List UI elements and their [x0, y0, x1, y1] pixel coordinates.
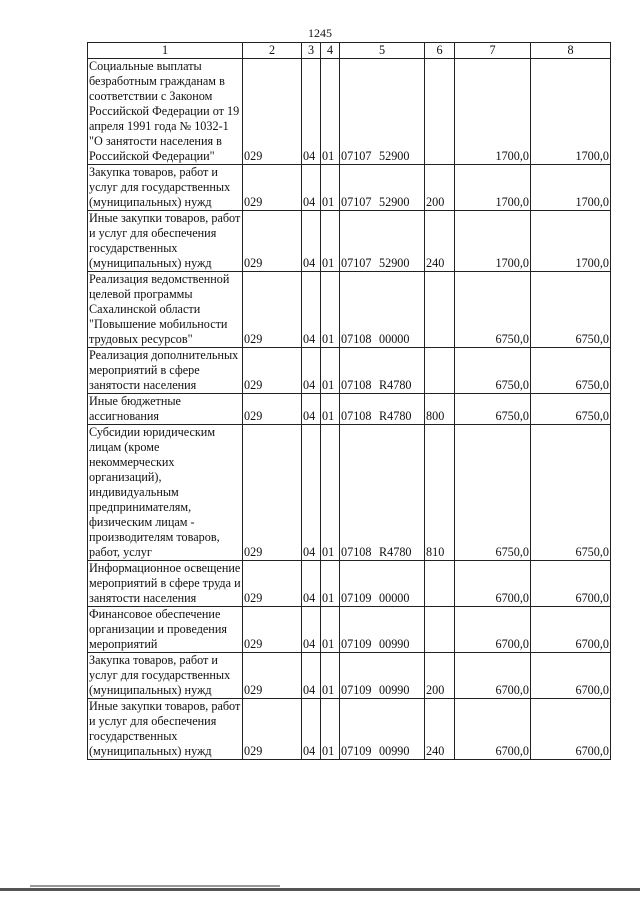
subsection-code: 01 — [321, 607, 340, 653]
target-article-part: R4780 — [379, 378, 412, 392]
page-number: 1245 — [308, 26, 332, 40]
ministry-code: 029 — [243, 699, 302, 760]
header-cell: 1 — [88, 43, 243, 59]
section-code: 04 — [302, 272, 321, 348]
expense-type-code — [425, 272, 455, 348]
ministry-code: 029 — [243, 165, 302, 211]
target-article-code — [340, 699, 425, 760]
ministry-code: 029 — [243, 653, 302, 699]
header-cell: 4 — [321, 43, 340, 59]
amount: 6750,0 — [531, 348, 611, 394]
section-code: 04 — [302, 607, 321, 653]
target-article-part: 00990 — [379, 683, 410, 697]
target-article-part: 52900 — [379, 256, 410, 270]
expense-type-code — [425, 348, 455, 394]
row-name: Закупка товаров, работ и услуг для государственных (муниципальных) нужд — [88, 165, 243, 211]
target-article-code — [340, 165, 425, 211]
ministry-code: 029 — [243, 59, 302, 165]
target-article-code — [340, 272, 425, 348]
section-code: 04 — [302, 561, 321, 607]
expense-type-code: 200 — [425, 165, 455, 211]
header-cell: 8 — [531, 43, 611, 59]
amount: 1700,0 — [455, 165, 531, 211]
target-article-part: 07109 — [341, 591, 372, 605]
ministry-code: 029 — [243, 211, 302, 272]
section-code: 04 — [302, 394, 321, 425]
target-article-code — [340, 653, 425, 699]
amount: 6750,0 — [455, 348, 531, 394]
ministry-code: 029 — [243, 425, 302, 561]
table-row — [88, 425, 611, 561]
row-name: Иные закупки товаров, работ и услуг для обеспечения государственных (муниципальных) нужд — [88, 211, 243, 272]
target-article-code — [340, 211, 425, 272]
target-article-code — [340, 425, 425, 561]
target-article-part: 07109 — [341, 637, 372, 651]
ministry-code: 029 — [243, 348, 302, 394]
target-article-code — [340, 59, 425, 165]
target-article-part: 07107 — [341, 195, 372, 209]
amount: 6700,0 — [531, 653, 611, 699]
target-article-part: 52900 — [379, 195, 410, 209]
section-code: 04 — [302, 699, 321, 760]
table-row — [88, 59, 611, 165]
target-article-part: 07107 — [341, 149, 372, 163]
target-article-code — [340, 607, 425, 653]
amount: 6750,0 — [531, 425, 611, 561]
amount: 6700,0 — [531, 561, 611, 607]
table-row — [88, 348, 611, 394]
target-article-part: R4780 — [379, 545, 412, 559]
amount: 6700,0 — [531, 607, 611, 653]
table-row — [88, 607, 611, 653]
expense-type-code — [425, 561, 455, 607]
scan-edge — [0, 888, 640, 891]
row-name: Реализация ведомственной целевой программы Сахалинской области "Повышение мобильности трудовых ресурсов" — [88, 272, 243, 348]
target-article-part: 00990 — [379, 637, 410, 651]
amount: 6700,0 — [455, 699, 531, 760]
table-row — [88, 165, 611, 211]
subsection-code: 01 — [321, 59, 340, 165]
table-row — [88, 394, 611, 425]
expense-type-code: 240 — [425, 211, 455, 272]
header-cell: 7 — [455, 43, 531, 59]
section-code: 04 — [302, 425, 321, 561]
section-code: 04 — [302, 59, 321, 165]
row-name: Субсидии юридическим лицам (кроме некоммерческих организаций), индивидуальным предпринимателям, физическим лицам - производителям товаров, работ, услуг — [88, 425, 243, 561]
header-row — [88, 43, 611, 59]
target-article-code — [340, 561, 425, 607]
target-article-part: 00000 — [379, 591, 410, 605]
table-row — [88, 699, 611, 760]
target-article-code — [340, 394, 425, 425]
header-cell: 6 — [425, 43, 455, 59]
row-name: Финансовое обеспечение организации и проведения мероприятий — [88, 607, 243, 653]
amount: 6750,0 — [455, 425, 531, 561]
section-code: 04 — [302, 348, 321, 394]
row-name: Иные закупки товаров, работ и услуг для обеспечения государственных (муниципальных) нужд — [88, 699, 243, 760]
budget-table — [87, 42, 611, 760]
expense-type-code: 810 — [425, 425, 455, 561]
row-name: Социальные выплаты безработным гражданам в соответствии с Законом Российской Федерации от 19 апреля 1991 года № 1032-1 "О занятости населения в Российской Федерации" — [88, 59, 243, 165]
ministry-code: 029 — [243, 561, 302, 607]
amount: 6700,0 — [455, 561, 531, 607]
section-code: 04 — [302, 211, 321, 272]
target-article-part: 00990 — [379, 744, 410, 758]
target-article-part: 07108 — [341, 378, 372, 392]
amount: 1700,0 — [531, 59, 611, 165]
amount: 6750,0 — [531, 394, 611, 425]
target-article-part: 07108 — [341, 332, 372, 346]
subsection-code: 01 — [321, 394, 340, 425]
amount: 6750,0 — [531, 272, 611, 348]
ministry-code: 029 — [243, 394, 302, 425]
header-cell: 5 — [340, 43, 425, 59]
row-name: Закупка товаров, работ и услуг для государственных (муниципальных) нужд — [88, 653, 243, 699]
amount: 6750,0 — [455, 394, 531, 425]
table-row — [88, 211, 611, 272]
subsection-code: 01 — [321, 425, 340, 561]
target-article-part: 07107 — [341, 256, 372, 270]
amount: 6700,0 — [455, 653, 531, 699]
target-article-part: R4780 — [379, 409, 412, 423]
amount: 6700,0 — [531, 699, 611, 760]
subsection-code: 01 — [321, 272, 340, 348]
row-name: Реализация дополнительных мероприятий в сфере занятости населения — [88, 348, 243, 394]
amount: 6750,0 — [455, 272, 531, 348]
amount: 1700,0 — [531, 165, 611, 211]
target-article-code — [340, 348, 425, 394]
target-article-part: 07108 — [341, 409, 372, 423]
amount: 1700,0 — [531, 211, 611, 272]
amount: 1700,0 — [455, 211, 531, 272]
expense-type-code: 200 — [425, 653, 455, 699]
subsection-code: 01 — [321, 211, 340, 272]
row-name: Иные бюджетные ассигнования — [88, 394, 243, 425]
amount: 1700,0 — [455, 59, 531, 165]
table-row — [88, 272, 611, 348]
subsection-code: 01 — [321, 348, 340, 394]
row-name: Информационное освещение мероприятий в сфере труда и занятости населения — [89, 561, 241, 605]
expense-type-code — [425, 59, 455, 165]
target-article-part: 00000 — [379, 332, 410, 346]
table-row — [88, 653, 611, 699]
target-article-part: 07109 — [341, 744, 372, 758]
header-cell: 2 — [243, 43, 302, 59]
ministry-code: 029 — [243, 607, 302, 653]
scan-edge — [30, 885, 280, 887]
target-article-part: 07109 — [341, 683, 372, 697]
ministry-code: 029 — [243, 272, 302, 348]
expense-type-code — [425, 607, 455, 653]
subsection-code: 01 — [321, 165, 340, 211]
subsection-code: 01 — [321, 561, 340, 607]
target-article-part: 52900 — [379, 149, 410, 163]
amount: 6700,0 — [455, 607, 531, 653]
subsection-code: 01 — [321, 699, 340, 760]
section-code: 04 — [302, 165, 321, 211]
expense-type-code: 800 — [425, 394, 455, 425]
section-code: 04 — [302, 653, 321, 699]
expense-type-code: 240 — [425, 699, 455, 760]
header-cell: 3 — [302, 43, 321, 59]
subsection-code: 01 — [321, 653, 340, 699]
table-row — [88, 561, 611, 607]
target-article-part: 07108 — [341, 545, 372, 559]
